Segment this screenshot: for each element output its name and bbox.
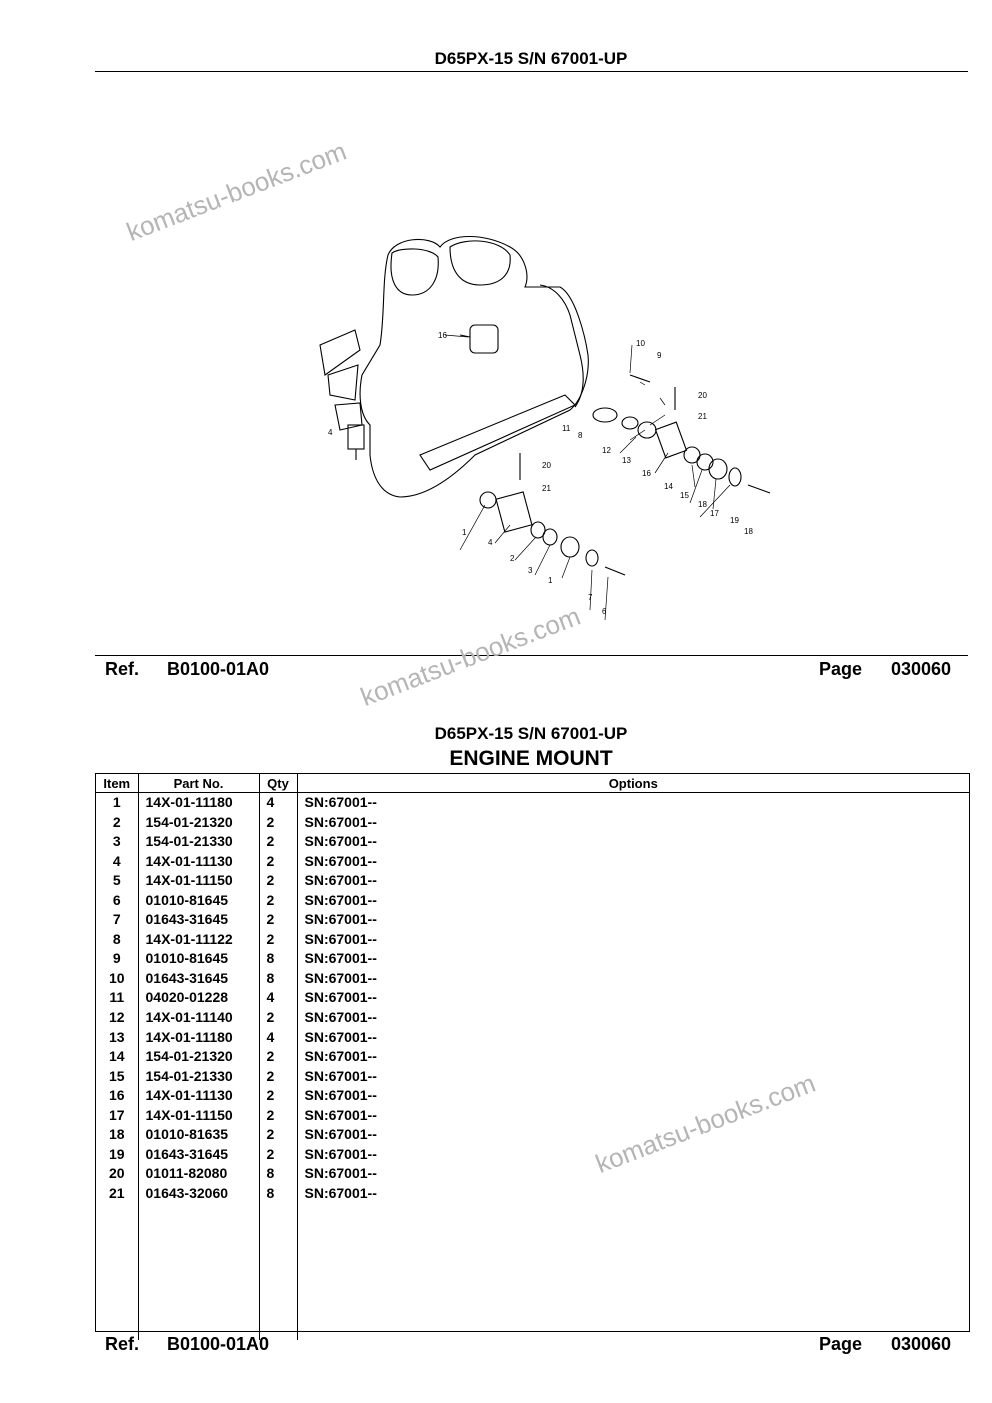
item-cell: 2 <box>112 813 121 830</box>
diagram-callout: 4 <box>328 428 333 437</box>
qty-cell: 2 <box>259 1086 297 1106</box>
part-number-cell: 14X-01-11140 <box>138 1008 259 1028</box>
item-cell: 10 <box>108 969 125 986</box>
item-cell: 17 <box>108 1106 125 1123</box>
diagram-callout: 8 <box>578 431 583 440</box>
table-empty-space <box>96 1203 969 1340</box>
options-cell: SN:67001-- <box>297 832 969 852</box>
diagram-callout: 10 <box>636 339 645 348</box>
part-number-cell: 154-01-21330 <box>138 1067 259 1087</box>
table-row <box>96 930 969 950</box>
front-bracket <box>348 425 364 449</box>
part-number-cell: 14X-01-11180 <box>138 793 259 813</box>
part-number-cell: 14X-01-11130 <box>138 1086 259 1106</box>
qty-cell: 2 <box>259 910 297 930</box>
qty-cell: 8 <box>259 969 297 989</box>
qty-cell: 2 <box>259 1067 297 1087</box>
table-row <box>96 871 969 891</box>
diagram-callout: 11 <box>562 424 571 433</box>
options-cell: SN:67001-- <box>297 1067 969 1087</box>
watermark: komatsu-books.com <box>122 135 351 248</box>
table-row <box>96 813 969 833</box>
options-cell: SN:67001-- <box>297 813 969 833</box>
options-cell: SN:67001-- <box>297 891 969 911</box>
qty-cell: 4 <box>259 793 297 813</box>
engine-mount-diagram <box>300 225 790 650</box>
page-header-title: D65PX-15 S/N 67001-UP <box>434 724 628 743</box>
table-row <box>96 969 969 989</box>
table-row <box>96 1125 969 1145</box>
table-row <box>96 1086 969 1106</box>
table-row <box>96 1047 969 1067</box>
diagram-callout: 15 <box>680 491 689 500</box>
item-cell: 14 <box>108 1048 125 1065</box>
empty-cell <box>96 1203 138 1340</box>
part-number-cell: 14X-01-11122 <box>138 930 259 950</box>
col-header-options: Options <box>297 774 969 793</box>
qty-cell: 8 <box>259 1184 297 1204</box>
part-number-cell: 14X-01-11150 <box>138 1106 259 1126</box>
item-cell: 19 <box>108 1145 125 1162</box>
page-label: Page <box>819 659 863 679</box>
options-cell: SN:67001-- <box>297 793 969 813</box>
options-cell: SN:67001-- <box>297 1086 969 1106</box>
diagram-callout: 6 <box>602 607 607 616</box>
diagram-callout: 19 <box>730 516 739 525</box>
diagram-callout: 20 <box>698 391 707 400</box>
diagram-callout: 9 <box>657 351 662 360</box>
qty-cell: 2 <box>259 1125 297 1145</box>
part-number-cell: 01643-31645 <box>138 969 259 989</box>
sensor-16 <box>470 325 498 353</box>
options-cell: SN:67001-- <box>297 1145 969 1165</box>
diagram-callout: 16 <box>438 331 447 340</box>
options-cell: SN:67001-- <box>297 1125 969 1145</box>
parts-table-frame <box>95 773 970 1332</box>
diagram-callout: 7 <box>588 593 593 602</box>
item-cell: 8 <box>112 930 121 947</box>
table-row <box>96 1106 969 1126</box>
footer-divider <box>95 655 968 656</box>
part-number-cell: 14X-01-11130 <box>138 852 259 872</box>
qty-cell: 2 <box>259 1145 297 1165</box>
item-cell: 6 <box>112 891 121 908</box>
empty-cell <box>297 1203 969 1340</box>
page-header-title: D65PX-15 S/N 67001-UP <box>434 49 628 68</box>
item-cell: 3 <box>112 833 121 850</box>
diagram-callout: 17 <box>710 509 719 518</box>
qty-cell: 2 <box>259 930 297 950</box>
table-row <box>96 1145 969 1165</box>
options-cell: SN:67001-- <box>297 1028 969 1048</box>
watermark: komatsu-books.com <box>591 1067 820 1180</box>
options-cell: SN:67001-- <box>297 1008 969 1028</box>
qty-cell: 2 <box>259 852 297 872</box>
empty-cell <box>259 1203 297 1340</box>
item-cell: 13 <box>108 1028 125 1045</box>
section-title: ENGINE MOUNT <box>449 747 613 770</box>
ref-value: B0100-01A0 <box>167 1334 270 1354</box>
item-cell: 12 <box>108 1009 125 1026</box>
part-number-cell: 14X-01-11150 <box>138 871 259 891</box>
part-number-cell: 01643-31645 <box>138 910 259 930</box>
item-cell: 16 <box>108 1087 125 1104</box>
item-cell: 18 <box>108 1126 125 1143</box>
diagram-callout: 21 <box>698 412 707 421</box>
ref-label: Ref. <box>105 1334 140 1354</box>
diagram-callout: 18 <box>744 527 753 536</box>
engine-cylinder-left <box>391 249 438 295</box>
page-label: Page <box>819 1334 863 1354</box>
qty-cell: 4 <box>259 988 297 1008</box>
qty-cell: 2 <box>259 813 297 833</box>
diagram-callout: 4 <box>488 538 493 547</box>
table-row <box>96 910 969 930</box>
fan-blades <box>320 330 362 430</box>
table-row <box>96 1008 969 1028</box>
table-row <box>96 1164 969 1184</box>
qty-cell: 8 <box>259 949 297 969</box>
options-cell: SN:67001-- <box>297 871 969 891</box>
col-header-qty: Qty <box>259 774 297 793</box>
qty-cell: 2 <box>259 891 297 911</box>
item-cell: 4 <box>112 852 121 869</box>
part-number-cell: 01011-82080 <box>138 1164 259 1184</box>
options-cell: SN:67001-- <box>297 852 969 872</box>
part-number-cell: 154-01-21330 <box>138 832 259 852</box>
qty-cell: 4 <box>259 1028 297 1048</box>
item-cell: 21 <box>108 1184 125 1201</box>
options-cell: SN:67001-- <box>297 969 969 989</box>
diagram-callout: 18 <box>698 500 707 509</box>
parts-table <box>96 774 969 1340</box>
qty-cell: 2 <box>259 1008 297 1028</box>
diagram-callout: 1 <box>548 576 553 585</box>
page-value: 030060 <box>891 1334 952 1354</box>
table-row <box>96 988 969 1008</box>
options-cell: SN:67001-- <box>297 1047 969 1067</box>
diagram-callout: 16 <box>642 469 651 478</box>
part-number-cell: 01643-32060 <box>138 1184 259 1204</box>
part-number-cell: 01643-31645 <box>138 1145 259 1165</box>
engine-block-outline <box>360 237 588 498</box>
part-number-cell: 01010-81635 <box>138 1125 259 1145</box>
table-row <box>96 1184 969 1204</box>
table-row <box>96 852 969 872</box>
diagram-callout: 21 <box>542 484 551 493</box>
diagram-callout: 14 <box>664 482 673 491</box>
engine-cylinder-right <box>450 241 510 285</box>
table-row <box>96 1028 969 1048</box>
col-header-part-no: Part No. <box>138 774 259 793</box>
part-number-cell: 01010-81645 <box>138 891 259 911</box>
table-row <box>96 949 969 969</box>
qty-cell: 2 <box>259 871 297 891</box>
col-header-item: Item <box>96 774 138 793</box>
header-divider <box>95 71 968 72</box>
qty-cell: 2 <box>259 1047 297 1067</box>
item-cell: 9 <box>112 950 121 967</box>
ref-value: B0100-01A0 <box>167 659 270 679</box>
options-cell: SN:67001-- <box>297 949 969 969</box>
item-cell: 7 <box>112 911 121 928</box>
table-row <box>96 1067 969 1087</box>
item-cell: 5 <box>112 872 121 889</box>
table-row <box>96 793 969 813</box>
watermark: komatsu-books.com <box>356 600 585 713</box>
qty-cell: 2 <box>259 1106 297 1126</box>
table-row <box>96 832 969 852</box>
item-cell: 1 <box>112 794 121 810</box>
item-cell: 15 <box>108 1067 125 1084</box>
options-cell: SN:67001-- <box>297 1184 969 1204</box>
item-cell: 20 <box>108 1165 125 1182</box>
qty-cell: 2 <box>259 832 297 852</box>
engine-lower-rail <box>420 395 575 470</box>
page-value: 030060 <box>891 659 952 679</box>
table-row <box>96 891 969 911</box>
empty-cell <box>138 1203 259 1340</box>
part-number-cell: 14X-01-11180 <box>138 1028 259 1048</box>
parts-table-body <box>96 793 969 1341</box>
qty-cell: 8 <box>259 1164 297 1184</box>
diagram-callout: 12 <box>602 446 611 455</box>
options-cell: SN:67001-- <box>297 930 969 950</box>
engine-bell-housing <box>540 285 583 407</box>
options-cell: SN:67001-- <box>297 988 969 1008</box>
diagram-callout: 13 <box>622 456 631 465</box>
part-number-cell: 154-01-21320 <box>138 1047 259 1067</box>
front-lower-bracket <box>496 492 532 532</box>
diagram-callout: 1 <box>462 528 467 537</box>
part-number-cell: 154-01-21320 <box>138 813 259 833</box>
options-cell: SN:67001-- <box>297 910 969 930</box>
ref-label: Ref. <box>105 659 140 679</box>
options-cell: SN:67001-- <box>297 1164 969 1184</box>
item-cell: 11 <box>109 989 125 1006</box>
diagram-callout: 20 <box>542 461 551 470</box>
part-number-cell: 04020-01228 <box>138 988 259 1008</box>
diagram-callout: 2 <box>510 554 515 563</box>
part-number-cell: 01010-81645 <box>138 949 259 969</box>
rear-bracket <box>656 422 687 458</box>
diagram-callout: 3 <box>528 566 533 575</box>
table-header-row <box>96 774 969 793</box>
options-cell: SN:67001-- <box>297 1106 969 1126</box>
